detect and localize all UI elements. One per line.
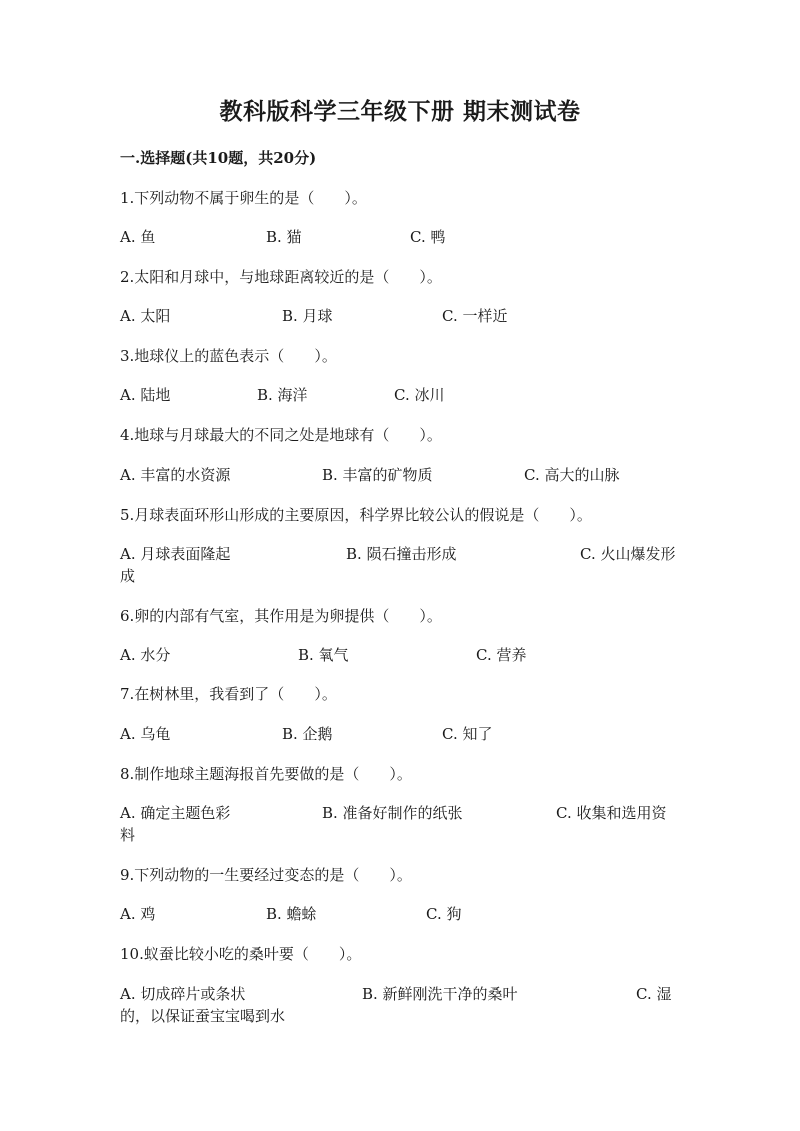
question-10-option-a: A. 切成碎片或条状: [120, 985, 246, 1003]
section-heading: 一.选择题(共10题，共20分): [120, 149, 317, 167]
page-title: 教科版科学三年级下册 期末测试卷: [219, 98, 581, 125]
question-7-option-a: A. 乌龟: [120, 725, 171, 743]
question-2-stem: 2.太阳和月球中，与地球距离较近的是（ ）。: [120, 268, 442, 286]
question-6-option-a: A. 水分: [120, 646, 171, 664]
question-4-option-a: A. 丰富的水资源: [120, 466, 231, 484]
question-5-option-c: C. 火山爆发形: [580, 545, 676, 563]
question-10-stem: 10.蚁蚕比较小吃的桑叶要（ ）。: [120, 945, 362, 963]
question-5-stem: 5.月球表面环形山形成的主要原因，科学界比较公认的假说是（ ）。: [120, 506, 592, 524]
question-2-option-b: B. 月球: [282, 307, 333, 325]
question-6-option-c: C. 营养: [476, 646, 527, 664]
question-10-option-c-continued: 的，以保证蚕宝宝喝到水: [120, 1007, 286, 1025]
question-5-option-c-continued: 成: [120, 567, 136, 585]
question-2-option-a: A. 太阳: [120, 307, 171, 325]
question-8-option-b: B. 准备好制作的纸张: [322, 804, 463, 822]
question-9-option-b: B. 蟾蜍: [266, 905, 317, 923]
question-7-option-b: B. 企鹅: [282, 725, 333, 743]
question-5-option-a: A. 月球表面隆起: [120, 545, 231, 563]
question-3-option-b: B. 海洋: [257, 386, 308, 404]
question-1-option-a: A. 鱼: [120, 228, 156, 246]
question-6-option-b: B. 氧气: [298, 646, 349, 664]
question-1-stem: 1.下列动物不属于卵生的是（ ）。: [120, 189, 367, 207]
question-8-option-a: A. 确定主题色彩: [120, 804, 231, 822]
question-4-stem: 4.地球与月球最大的不同之处是地球有（ ）。: [120, 426, 442, 444]
question-6-stem: 6.卵的内部有气室，其作用是为卵提供（ ）。: [120, 607, 442, 625]
question-3-stem: 3.地球仪上的蓝色表示（ ）。: [120, 347, 337, 365]
question-4-option-c: C. 高大的山脉: [524, 466, 620, 484]
question-10-option-c: C. 湿: [636, 985, 672, 1003]
question-9-option-c: C. 狗: [426, 905, 462, 923]
question-1-option-c: C. 鸭: [410, 228, 446, 246]
question-1-option-b: B. 猫: [266, 228, 302, 246]
question-8-stem: 8.制作地球主题海报首先要做的是（ ）。: [120, 765, 412, 783]
question-10-option-b: B. 新鲜刚洗干净的桑叶: [362, 985, 518, 1003]
question-8-option-c-continued: 料: [120, 826, 136, 844]
question-3-option-a: A. 陆地: [120, 386, 171, 404]
question-7-stem: 7.在树林里，我看到了（ ）。: [120, 685, 337, 703]
question-2-option-c: C. 一样近: [442, 307, 508, 325]
question-8-option-c: C. 收集和选用资: [556, 804, 667, 822]
question-9-stem: 9.下列动物的一生要经过变态的是（ ）。: [120, 866, 412, 884]
question-5-option-b: B. 陨石撞击形成: [346, 545, 457, 563]
question-9-option-a: A. 鸡: [120, 905, 156, 923]
question-4-option-b: B. 丰富的矿物质: [322, 466, 433, 484]
question-3-option-c: C. 冰川: [394, 386, 445, 404]
question-7-option-c: C. 知了: [442, 725, 493, 743]
